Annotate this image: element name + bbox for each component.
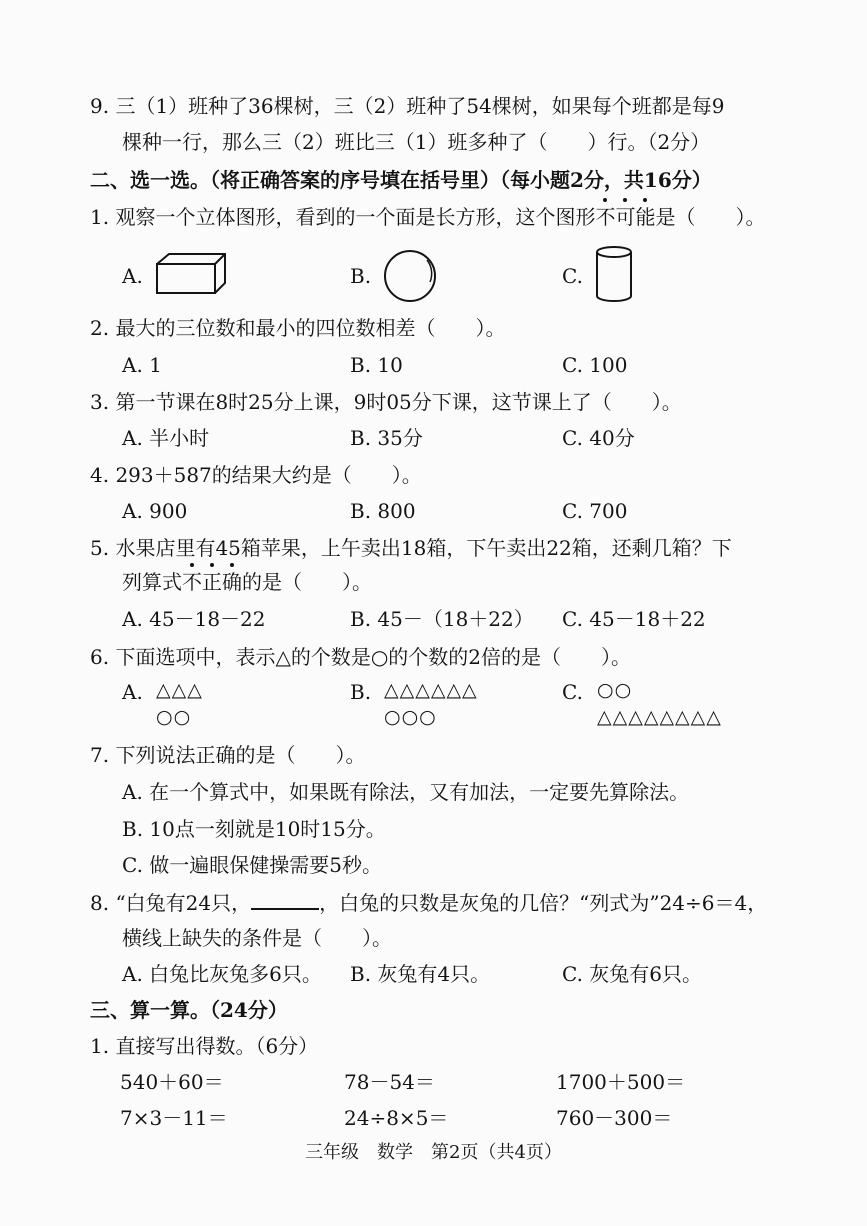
choice-5-line1: 5. 水果店里有45箱苹果，上午卖出18箱，下午卖出22箱，还剩几箱？下 [90,536,732,560]
triangles-group: △△△△△△ [384,679,478,701]
calc-1-stem: 1. 直接写出得数。（6分） [90,1034,319,1058]
choice-3-option-c: C. 40分 [562,426,635,450]
choice-7-option-b: B. 10点一刻就是10时15分。 [122,817,386,841]
emphasis-char: 可 [615,205,636,229]
circles-group: ○○ [156,706,192,728]
calc-item: 540＋60＝ [120,1070,224,1094]
choice-8-option-a: A. 白兔比灰兔多6只。 [122,962,322,986]
choice-4-option-c: C. 700 [562,499,628,523]
section-3-title: 三、算一算。（24分） [90,998,288,1022]
choice-2-option-c: C. 100 [562,353,628,377]
answer-blank-line [251,890,319,910]
calc-item: 760－300＝ [556,1106,673,1130]
choice-8-line1 [90,890,767,915]
choice-5-line2 [122,570,372,594]
choice-1-stem [90,205,765,229]
circles-group: ○○ [597,679,633,701]
choice-8-option-b: B. 灰兔有4只。 [350,962,491,986]
choice-4-stem: 4. 293＋587的结果大约是（ ）。 [90,463,422,487]
choice-1-option-a: A. [122,264,143,288]
page-footer: 三年级 数学 第2页（共4页） [305,1142,562,1163]
choice-3-stem: 3. 第一节课在8时25分上课，9时05分下课，这节课上了（ ）。 [90,390,682,414]
q9-line2: 棵种一行，那么三（2）班比三（1）班多种了（ ）行。（2分） [122,130,711,154]
choice-6-option-c-label: C. [562,680,583,704]
emphasis-char: 不 [182,570,202,594]
triangles-group: △△△ [156,679,203,701]
choice-1-stem-before: 1. 观察一个立体图形，看到的一个面是长方形，这个图形 [90,205,596,229]
choice-4-option-b: B. 800 [350,499,416,523]
choice-2-option-a: A. 1 [122,353,162,377]
choice-7-option-c: C. 做一遍眼保健操需要5秒。 [122,853,383,877]
choice-2-option-b: B. 10 [350,353,403,377]
q9-line1: 9. 三（1）班种了36棵树，三（2）班种了54棵树，如果每个班都是每9 [90,94,725,118]
emphasis-char: 不 [595,205,616,229]
choice-8-line2: 横线上缺失的条件是（ ）。 [122,926,392,950]
choice-8-line1-after: ，白兔的只数是灰兔的几倍？“列式为”24÷6＝4， [319,891,768,915]
choice-4-option-a: A. 900 [122,499,188,523]
section-2-title: 二、选一选。（将正确答案的序号填在括号里）（每小题2分，共16分） [90,168,712,192]
choice-8-line1-before: 8. “白兔有24只， [90,891,252,915]
choice-7-option-a: A. 在一个算式中，如果既有除法，又有加法，一定要先算除法。 [122,780,690,804]
calc-item: 1700＋500＝ [556,1070,686,1094]
choice-8-option-c: C. 灰兔有6只。 [562,962,703,986]
sphere-icon [382,248,438,304]
choice-6-option-b-label: B. [350,680,372,704]
choice-5-option-a: A. 45－18－22 [122,607,266,631]
choice-5-line2-after: 的是（ ）。 [242,570,372,594]
choice-3-option-b: B. 35分 [350,426,423,450]
cylinder-icon [594,244,634,304]
calc-item: 24÷8×5＝ [344,1106,449,1130]
choice-1-option-c: C. [562,264,583,288]
choice-5-option-c: C. 45－18＋22 [562,607,706,631]
circles-group: ○○○ [384,706,437,728]
choice-3-option-a: A. 半小时 [122,426,210,450]
triangles-group: △△△△△△△△ [597,706,722,728]
choice-1-stem-after: 是（ ）。 [655,205,766,229]
choice-6-option-a-label: A. [122,680,143,704]
choice-5-option-b: B. 45－（18＋22） [350,607,534,631]
choice-2-stem: 2. 最大的三位数和最小的四位数相差（ ）。 [90,316,506,340]
choice-7-stem: 7. 下列说法正确的是（ ）。 [90,743,366,767]
emphasis-char: 确 [222,570,242,594]
choice-6-stem: 6. 下面选项中，表示△的个数是○的个数的2倍的是（ ）。 [90,645,631,669]
calc-item: 78－54＝ [344,1070,435,1094]
rectangular-prism-icon [155,252,227,296]
calc-item: 7×3－11＝ [120,1106,228,1130]
choice-1-option-b: B. [350,264,372,288]
emphasis-char: 正 [202,570,222,594]
emphasis-char: 能 [635,205,656,229]
choice-5-line2-before: 列算式 [122,570,182,594]
